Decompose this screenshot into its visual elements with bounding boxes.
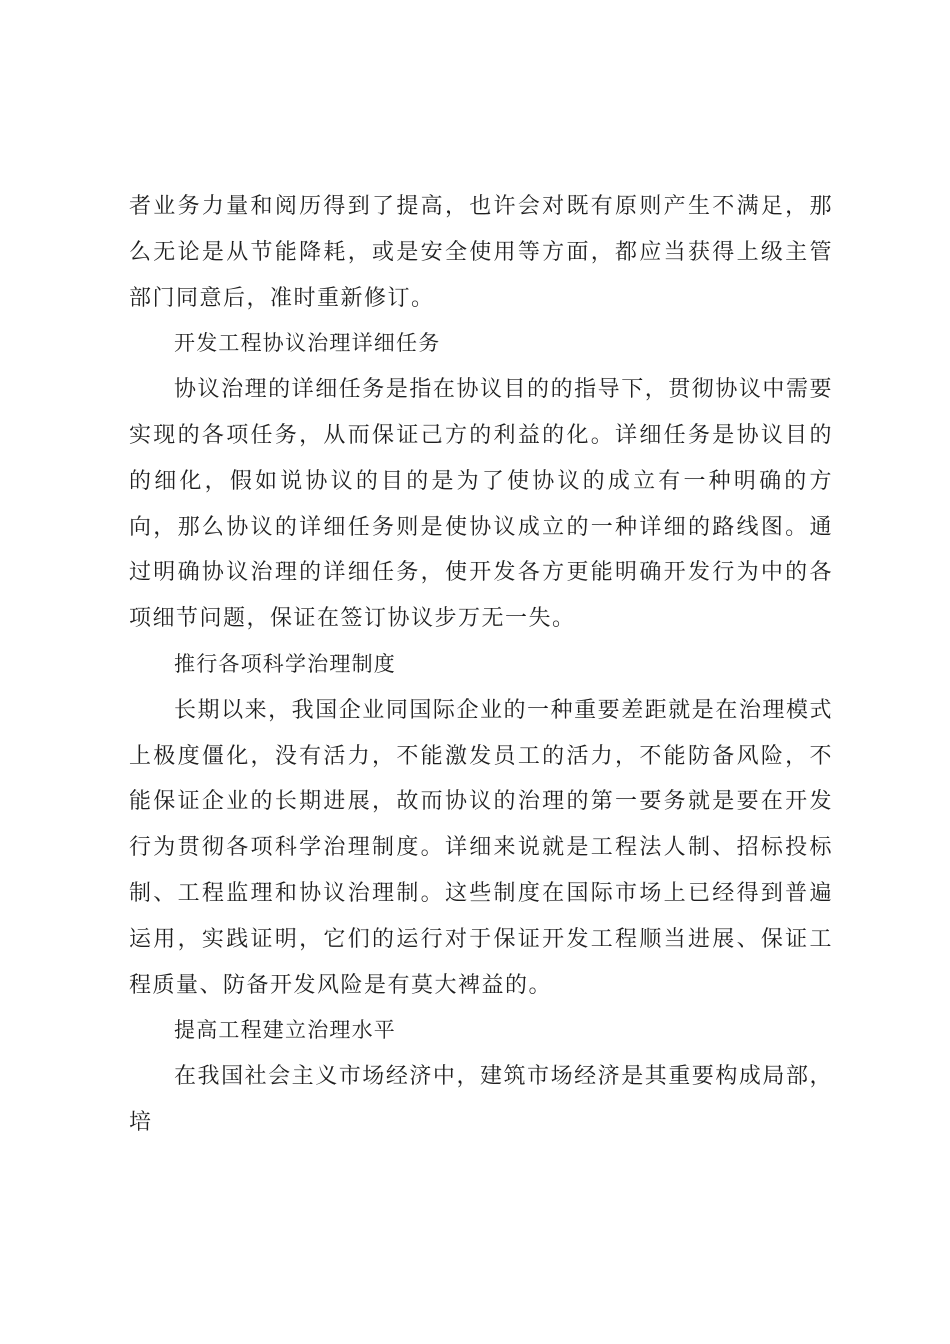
section-heading-construction-management: 提高工程建立治理水平	[174, 1018, 396, 1043]
document-body	[129, 184, 833, 1146]
paragraph-contract-tasks: 协议治理的详细任务是指在协议目的的指导下，贯彻协议中需要实现的各项任务，从而保证己方的利益的化。详细任务是协议目的的细化，假如说协议的目的是为了使协议的成立有一种明确的方向，那么协议的详细任务则是使协议成立的一种详细的路线图。通过明确协议治理的详细任务，使开发各方更能明确开发行为中的各项细节问题，保证在签订协议步万无一失。	[129, 377, 833, 632]
paragraph-continuation: 者业务力量和阅历得到了提高，也许会对既有原则产生不满足，那么无论是从节能降耗，或是安全使用等方面，都应当获得上级主管部门同意后，准时重新修订。	[129, 194, 833, 311]
section-heading-management-systems: 推行各项科学治理制度	[174, 651, 396, 676]
section-heading-contract-tasks: 开发工程协议治理详细任务	[174, 331, 441, 356]
paragraph-management-systems: 长期以来，我国企业同国际企业的一种重要差距就是在治理模式上极度僵化，没有活力，不能激发员工的活力，不能防备风险，不能保证企业的长期进展，故而协议的治理的第一要务就是要在开发行为贯彻各项科学治理制度。详细来说就是工程法人制、招标投标制、工程监理和协议治理制。这些制度在国际市场上已经得到普遍运用，实践证明，它们的运行对于保证开发工程顺当进展、保证工程质量、防备开发风险是有莫大裨益的。	[129, 697, 833, 998]
paragraph-construction-management: 在我国社会主义市场经济中，建筑市场经济是其重要构成局部，培	[129, 1064, 833, 1135]
